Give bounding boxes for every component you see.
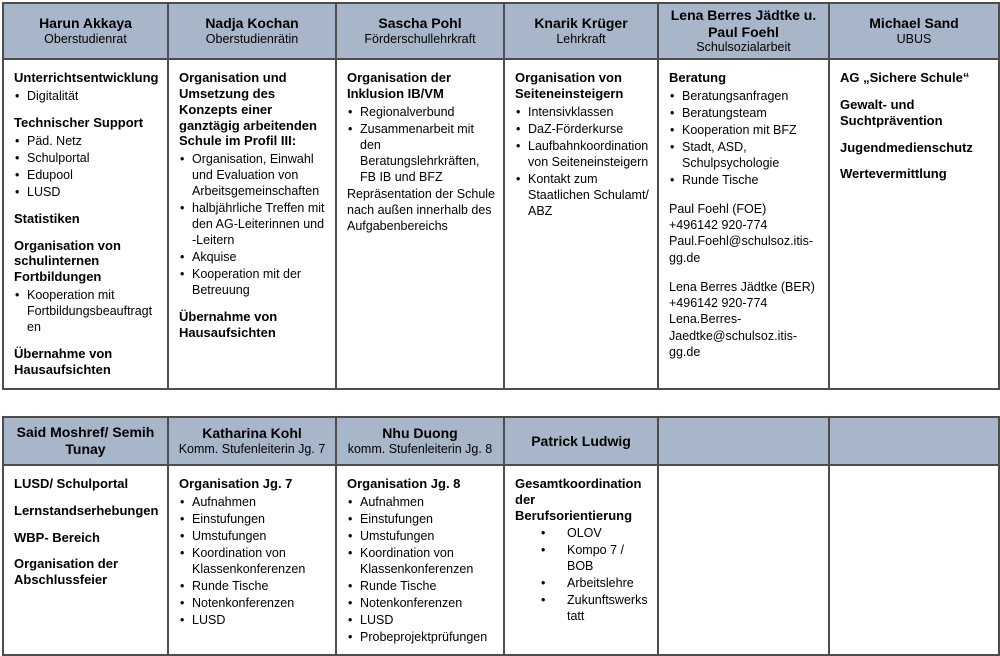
- person-name: Said Moshref/ Semih Tunay: [16, 424, 155, 457]
- header-cell: [3, 3, 168, 59]
- person-role: Oberstudienrat: [44, 31, 127, 46]
- duty-list: [347, 104, 495, 185]
- duty-item: • Runde Tische: [669, 172, 820, 188]
- duty-list: [515, 104, 649, 219]
- person-role: Komm. Stufenleiterin Jg. 7: [178, 441, 326, 456]
- duty-heading: LUSD/ Schulportal: [14, 475, 129, 491]
- header-cell: [168, 3, 336, 59]
- duty-heading: Jugendmedienschutz: [840, 139, 973, 155]
- duty-item: • Kompo 7 / BOB: [515, 542, 649, 574]
- duty-heading: Unterrichtsentwicklung: [14, 70, 159, 86]
- duties-cell: [336, 59, 504, 389]
- duty-item: • Schulportal: [14, 150, 159, 166]
- duty-heading: Organisation von schulinternen Fortbildungen: [14, 237, 121, 285]
- person-name: Nadja Kochan: [205, 15, 299, 32]
- duty-list: [14, 133, 159, 200]
- duty-heading: Organisation von Seiteneinsteigern: [515, 70, 624, 101]
- duty-item: • Koordination von Klassenkonferenzen: [179, 545, 327, 577]
- duty-item: • Notenkonferenzen: [347, 595, 495, 611]
- duty-item: • LUSD: [347, 612, 495, 628]
- duty-list: [179, 151, 327, 298]
- person-role: UBUS: [896, 31, 932, 46]
- person-name: Sascha Pohl: [378, 15, 462, 32]
- person-name: Knarik Krüger: [534, 15, 628, 32]
- duty-item: • Edupool: [14, 167, 159, 183]
- header-cell: [504, 3, 658, 59]
- duty-item: • Kooperation mit Fortbildungsbeauftragten: [14, 287, 159, 335]
- duty-item: • Arbeitslehre: [515, 575, 649, 591]
- duty-item: • Organisation, Einwahl und Evaluation von Arbeitsgemeinschaften: [179, 151, 327, 199]
- duty-item: • Einstufungen: [179, 511, 327, 527]
- person-role: Lehrkraft: [556, 31, 606, 46]
- duty-item: • Regionalverbund: [347, 104, 495, 120]
- duty-list: [14, 287, 159, 335]
- contact-line: Lena Berres Jädtke (BER): [669, 279, 815, 294]
- duties-cell: [336, 465, 504, 655]
- duty-text: Repräsentation der Schule nach außen innerhalb des Aufgabenbereichs: [347, 186, 496, 233]
- duty-item: • Aufnahmen: [179, 494, 327, 510]
- duty-item: • Runde Tische: [179, 578, 327, 594]
- duties-cell: [3, 59, 168, 389]
- header-cell: [829, 3, 999, 59]
- duty-item: • Kooperation mit BFZ: [669, 122, 820, 138]
- staff-table-1: [2, 2, 1000, 390]
- duties-cell: [658, 59, 829, 389]
- header-cell: [829, 417, 999, 465]
- duty-item: • Umstufungen: [179, 528, 327, 544]
- duties-cell: [168, 59, 336, 389]
- duty-heading: AG „Sichere Schule“: [840, 70, 970, 86]
- duty-item: • halbjährliche Treffen mit den AG-Leiterinnen und -Leitern: [179, 200, 327, 248]
- header-cell: [658, 417, 829, 465]
- contact-line: Paul.Foehl@schulsoz.itis-gg.de: [669, 234, 813, 265]
- duties-cell: [658, 465, 829, 655]
- person-name: Harun Akkaya: [39, 15, 132, 32]
- duty-list: [179, 494, 327, 628]
- duty-item: • Zusammenarbeit mit den Beratungslehrkräften, FB IB und BFZ: [347, 121, 495, 185]
- duty-item: • LUSD: [179, 612, 327, 628]
- duty-list: [14, 88, 159, 104]
- duty-list: [347, 494, 495, 645]
- duty-item: • OLOV: [515, 525, 649, 541]
- duties-cell: [168, 465, 336, 655]
- duty-heading: Organisation der Inklusion IB/VM: [347, 70, 452, 101]
- duty-item: • Beratungsteam: [669, 105, 820, 121]
- header-cell: [3, 417, 168, 465]
- contact-line: +496142 920-774: [669, 296, 768, 311]
- staff-tables-container: [2, 2, 998, 656]
- contact-line: Paul Foehl (FOE): [669, 201, 767, 216]
- header-row: [3, 3, 999, 59]
- person-name: Katharina Kohl: [202, 425, 302, 442]
- duty-item: • Digitalität: [14, 88, 159, 104]
- duty-heading: Organisation und Umsetzung des Konzepts einer ganztägig arbeitenden Schule im Profil III:: [179, 70, 317, 149]
- person-name: Nhu Duong: [382, 425, 458, 442]
- duty-heading: Übernahme von Hausaufsichten: [179, 309, 278, 341]
- duty-item: • Intensivklassen: [515, 104, 649, 120]
- header-cell: [658, 3, 829, 59]
- duty-item: • Kontakt zum Staatlichen Schulamt/ ABZ: [515, 171, 649, 219]
- header-cell: [336, 3, 504, 59]
- person-role: komm. Stufenleiterin Jg. 8: [347, 441, 493, 456]
- person-role: Schulsozialarbeit: [696, 40, 791, 55]
- duty-item: • Aufnahmen: [347, 494, 495, 510]
- duty-item: • Probeprojektprüfungen: [347, 629, 495, 645]
- duty-item: • Laufbahnkoordination von Seiteneinsteigern: [515, 138, 649, 170]
- duties-cell: [504, 59, 658, 389]
- person-name: Patrick Ludwig: [531, 432, 631, 449]
- header-cell: [504, 417, 658, 465]
- duty-heading: Gewalt- und Suchtprävention: [840, 96, 943, 128]
- duty-item: • Einstufungen: [347, 511, 495, 527]
- header-cell: [168, 417, 336, 465]
- duty-item: • Päd. Netz: [14, 133, 159, 149]
- contact-block: [669, 279, 820, 360]
- duty-item: • Zukunftswerkstatt: [515, 592, 649, 624]
- duty-list: [669, 88, 820, 188]
- duties-cell: [504, 465, 658, 655]
- duty-item: • LUSD: [14, 184, 159, 200]
- duty-item: • Kooperation mit der Betreuung: [179, 266, 327, 298]
- header-cell: [336, 417, 504, 465]
- person-name: Lena Berres Jädtke u. Paul Foehl: [670, 7, 817, 40]
- duty-item: • Stadt, ASD, Schulpsychologie: [669, 139, 820, 171]
- duty-heading: Technischer Support: [14, 114, 144, 130]
- duty-item: • Akquise: [179, 249, 327, 265]
- contact-line: Lena.Berres-Jaedtke@schulsoz.itis-gg.de: [669, 312, 798, 359]
- duties-cell: [3, 465, 168, 655]
- duty-heading: WBP- Bereich: [14, 529, 100, 545]
- person-role: Förderschullehrkraft: [364, 31, 476, 46]
- contact-block: [669, 201, 820, 266]
- duty-heading: Beratung: [669, 70, 727, 86]
- duty-heading: Organisation der Abschlussfeier: [14, 556, 119, 588]
- duty-heading: Übernahme von Hausaufsichten: [14, 346, 113, 378]
- duty-heading: Gesamtkoordination der Berufsorientierung: [515, 475, 642, 523]
- body-row: [3, 59, 999, 389]
- body-row: [3, 465, 999, 655]
- duty-item: • Beratungsanfragen: [669, 88, 820, 104]
- duty-heading: Statistiken: [14, 210, 80, 226]
- duty-heading: Organisation Jg. 7: [179, 475, 293, 491]
- contact-line: +496142 920-774: [669, 218, 768, 233]
- duty-item: • Runde Tische: [347, 578, 495, 594]
- duty-item: • Umstufungen: [347, 528, 495, 544]
- person-name: Michael Sand: [869, 15, 959, 32]
- staff-table-2: [2, 416, 1000, 656]
- person-role: Oberstudienrätin: [205, 31, 299, 46]
- duty-item: • DaZ-Förderkurse: [515, 121, 649, 137]
- duty-list: [515, 525, 649, 624]
- duty-heading: Lernstandserhebungen: [14, 502, 159, 518]
- duty-item: • Notenkonferenzen: [179, 595, 327, 611]
- duty-item: • Koordination von Klassenkonferenzen: [347, 545, 495, 577]
- duty-heading: Organisation Jg. 8: [347, 475, 461, 491]
- header-row: [3, 417, 999, 465]
- duties-cell: [829, 465, 999, 655]
- duty-heading: Wertevermittlung: [840, 166, 947, 182]
- duties-cell: [829, 59, 999, 389]
